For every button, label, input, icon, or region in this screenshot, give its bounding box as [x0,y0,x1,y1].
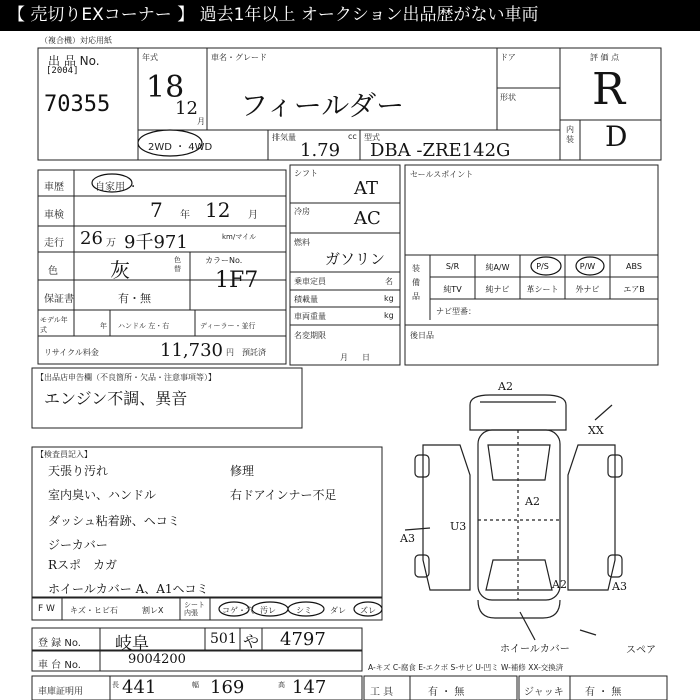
year-value: 18 [146,70,185,105]
load-unit: kg [384,294,394,303]
shift-value: AT [354,178,379,199]
inspector-right-2: 右ドアインナー不足 [230,488,337,502]
garage-cert-label: 車庫証明用 [38,687,84,697]
mark-xx: XX [588,424,604,437]
name-change-label: 名変期限 [294,331,326,340]
weight-label: 車両重量 [294,312,326,321]
mark-left-a3: A3 [400,532,415,545]
fuel-value: ガソリン [325,250,386,268]
mileage-value: 9千971 [124,232,188,253]
name-label: 車名・グレード [211,53,267,62]
handle-side: ハンドル 左・右 [118,322,170,330]
equip-pw: P/W [579,262,596,271]
ac-label: 冷房 [294,207,310,216]
color-code-label: カラーNo. [205,256,243,265]
lot-number: 70355 [44,92,111,117]
color-change-label: 色替 [174,256,181,273]
registration-kana: や [243,632,260,651]
displacement-label: 排気量 [272,133,296,142]
later-items-label: 後日品 [410,331,434,340]
riders-unit: 名 [385,277,393,286]
banner: 【 売切りEXコーナー 】 過去1年以上 オークション出品歴がない車両 [0,0,700,31]
warranty-value: 有・無 [118,292,151,305]
grade-value: R [592,64,626,115]
fw-item-3: シート内張 [184,601,205,617]
color-code-value: 1F7 [215,268,259,293]
equip-tv: 純TV [443,285,462,294]
fw-item-4: コゲ・穴 [222,606,254,615]
tools-label: 工 具 [370,687,394,698]
fw-item-7: ダレ [330,606,346,615]
length-label: 長 [112,681,119,689]
inspector-line-3: ダッシュ粘着跡、ヘコミ [48,514,180,528]
interior-label: 内装 [566,125,574,144]
length-value: 441 [122,677,157,698]
weight-unit: kg [384,311,394,320]
registration-label: 登 録 No. [38,638,81,649]
fw-item-1: キズ・ヒビ石 [70,606,118,615]
recycle-value: 11,730 [160,340,223,361]
inspector-line-5: Rスポ カガ [48,558,118,572]
inspector-line-4: ジーカバー [48,538,108,552]
mileage-man-unit: 万 [106,238,116,249]
displacement-unit: cc [348,132,357,141]
mark-u3: U3 [450,520,467,533]
fw-item-6: シミ [296,606,312,615]
mileage-man: 26 [80,228,103,249]
recycle-label: リサイクル料金 [44,348,99,357]
equip-aw: 純A/W [485,263,510,272]
inspection-year: 7 [150,198,163,222]
mileage-label: 走行 [44,238,64,249]
inspector-line-2: 室内臭い、ハンドル [48,488,157,502]
history-label: 車歴 [44,182,64,193]
car-name: フィールダー [240,89,405,122]
fuel-label: 燃料 [294,238,310,247]
equip-navi: 純ナビ [485,285,510,294]
damage-legend: A-キズ C-腐食 E-エクボ S-サビ U-凹ミ W-補修 XX-交換済 [368,663,564,672]
year-label: 年式 [142,53,158,62]
load-label: 積載量 [294,295,318,304]
mark-right-a3: A3 [612,580,627,593]
model-value: DBA -ZRE142G [370,140,511,161]
jack-label: ジャッキ [524,687,564,698]
equip-leather: 革シート [526,285,559,294]
model-label: 型式 [364,133,380,142]
shape-label: 形状 [500,93,516,102]
history-options: 自家用 ・ [95,182,139,193]
equip-ext-navi: 外ナビ [575,285,600,294]
mark-rear-a2: A2 [552,578,567,591]
model-year-label: モデル年式 [40,316,68,334]
year-stamp: [2004] [46,66,79,76]
mileage-unit: km/マイル [222,233,257,241]
registration-pref: 岐阜 [115,634,149,654]
month-unit: 月 [197,117,205,126]
registration-class: 501 [210,631,237,647]
mark-roof-a2: A2 [525,495,540,508]
equip-ps: P/S [536,262,549,271]
inspection-label: 車検 [44,210,64,221]
shift-label: シフト [294,169,318,178]
name-change-unit: 月日 [340,353,384,362]
recycle-unit: 円 [226,348,234,357]
equip-airbag: エアB [623,285,645,294]
spare-label: スペア [626,645,656,656]
grade-label: 評 価 点 [590,53,620,62]
displacement-value: 1.79 [300,140,341,161]
month-value: 12 [175,98,198,119]
chassis-value: 9004200 [128,652,186,667]
inspection-month-unit: 月 [248,210,258,221]
diagram-note: ホイールカバー [500,644,570,655]
equip-abs: ABS [626,262,642,271]
model-year-unit: 年 [100,322,107,330]
dealer-notes-text: エンジン不調、異音 [44,389,188,408]
inspector-line-6: ホイールカバー A、A1ヘコミ [48,582,209,596]
height-label: 高 [278,681,285,689]
width-label: 幅 [192,681,199,689]
tools-value: 有 ・ 無 [428,687,465,698]
width-value: 169 [210,677,245,698]
color-label: 色 [48,266,58,277]
height-value: 147 [292,677,327,698]
mark-front-a2: A2 [498,380,513,393]
warranty-label: 保証書 [44,294,74,305]
recycle-note: 預託済 [242,348,266,357]
dealer-import: ディーラー・並行 [200,322,256,330]
fw-label: F W [38,604,55,614]
inspection-month: 12 [205,198,231,222]
fw-item-5: 汚レ [260,606,276,615]
fw-item-8: ズレ [360,606,376,615]
riders-label: 乗車定員 [294,277,326,286]
ac-value: AC [354,208,381,229]
jack-value: 有 ・ 無 [585,687,622,698]
color-value: 灰 [110,258,130,282]
navi-model-label: ナビ型番： [436,307,476,316]
inspector-line-1: 天張り汚れ [48,464,109,478]
interior-value: D [605,120,628,153]
equipment-label: 装備品 [412,264,420,301]
drive-options: 2WD ・ 4WD [148,142,213,153]
lot-label: 出 品 No. [48,54,100,68]
inspection-year-unit: 年 [180,210,190,221]
fw-item-2: 割レX [142,606,164,615]
inspector-right-1: 修理 [230,464,255,478]
sales-point-label: セールスポイント [410,170,474,179]
paper-note: （複合機）対応用紙 [40,36,112,45]
equip-sr: S/R [445,262,460,271]
door-label: ドア [500,53,516,62]
inspector-label: 【検査員記入】 [36,450,92,459]
dealer-notes-label: 【出品店申告欄（不良箇所・欠品・注意事項等）】 [36,373,216,382]
registration-number: 4797 [280,629,326,650]
chassis-label: 車 台 No. [38,660,81,671]
